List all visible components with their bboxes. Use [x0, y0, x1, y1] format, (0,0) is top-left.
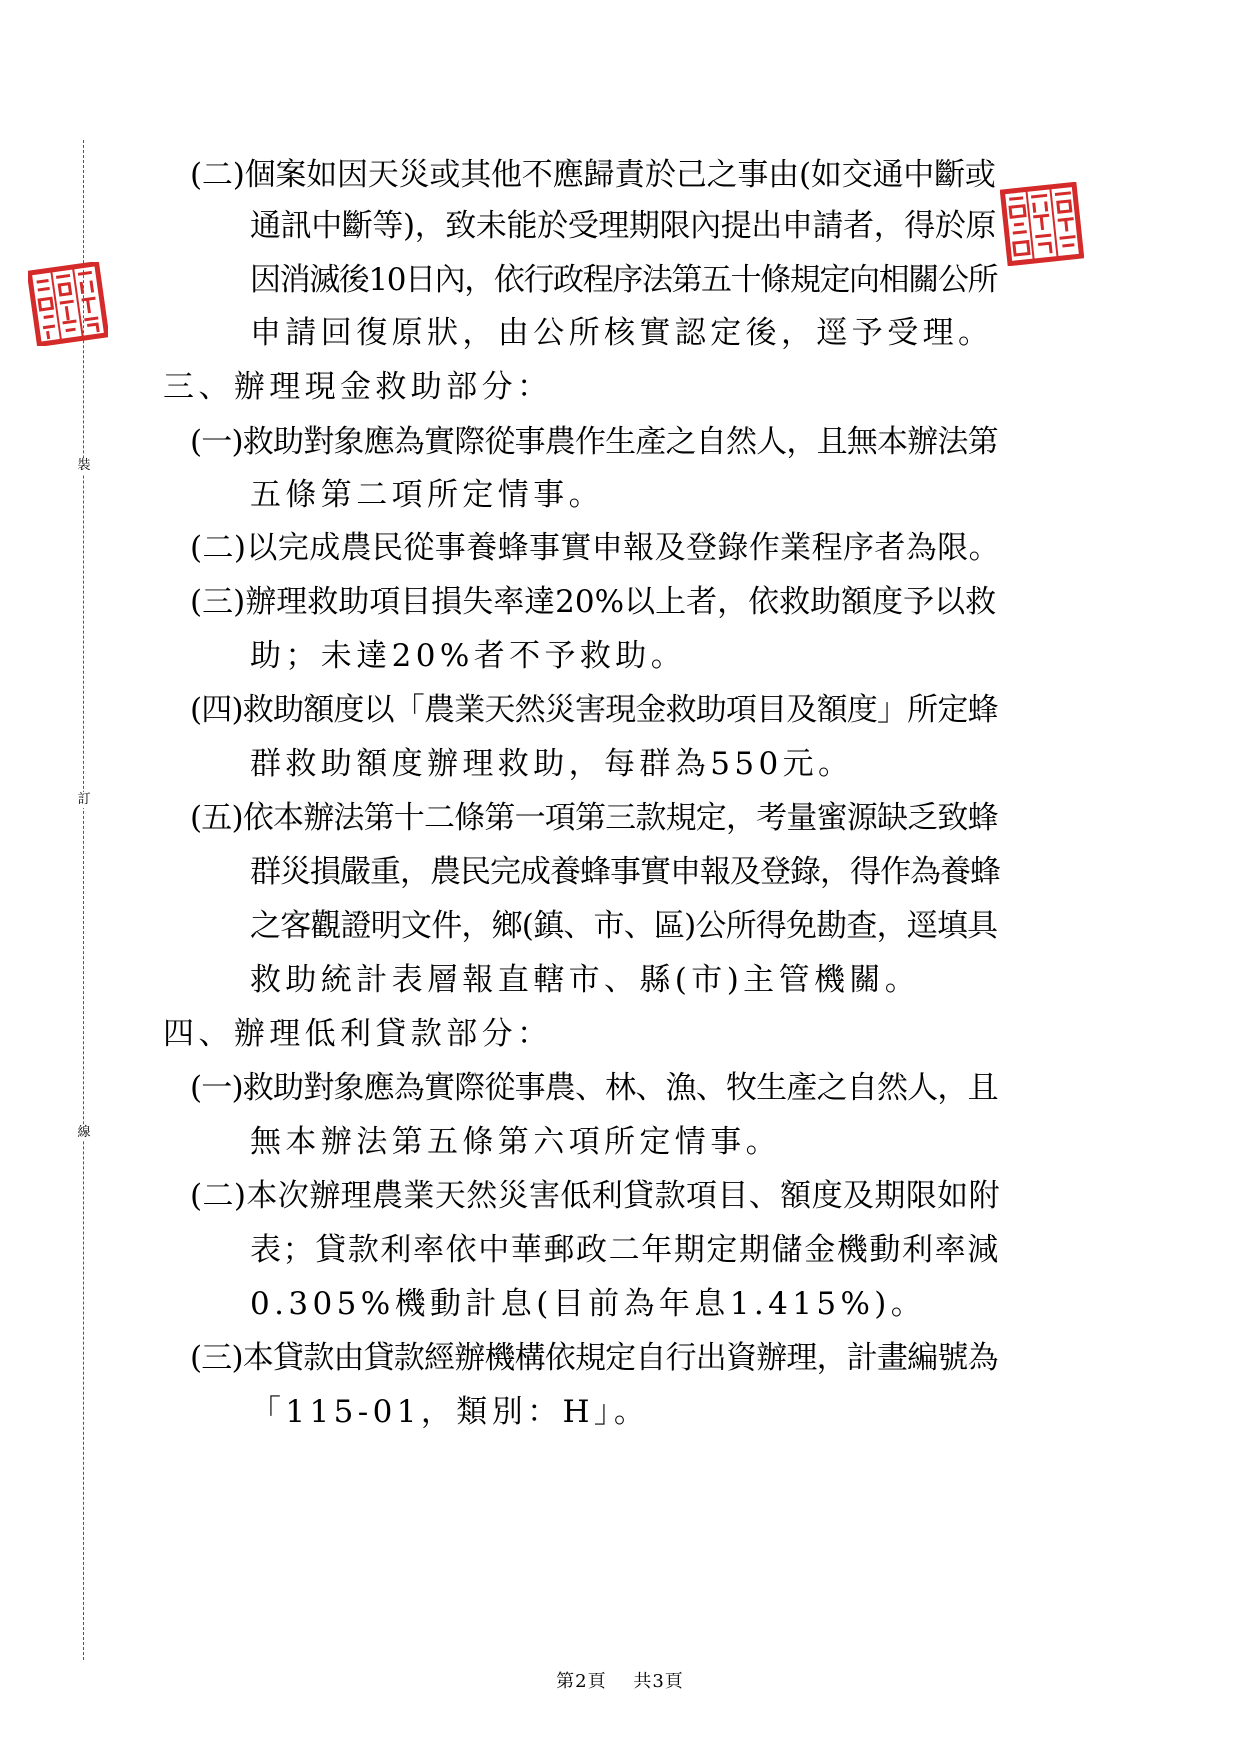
section-2-item-2-line-2: 通訊中斷等)，致未能於受理期限內提出申請者，得於原: [250, 208, 997, 244]
section-2-item-2-line-4: 申請回復原狀，由公所核實認定後，逕予受理。: [250, 315, 994, 351]
section-4-item-1-line-1: (一)救助對象應為實際從事農、林、漁、牧生產之自然人，且: [190, 1070, 998, 1106]
binding-label-zhuang: 裝: [77, 458, 91, 473]
binding-label-xian: 線: [77, 1125, 91, 1140]
section-3-item-3-line-1: (三)辦理救助項目損失率達20%以上者，依救助額度予以救: [190, 584, 997, 620]
section-4-item-2-line-3: 0.305%機動計息(目前為年息1.415%)。: [250, 1286, 927, 1322]
section-3-item-5-line-1: (五)依本辦法第十二條第一項第三款規定，考量蜜源缺乏致蜂: [190, 800, 998, 836]
section-4-item-3-line-2: 「115-01，類別：H」。: [250, 1394, 650, 1430]
section-4-item-1-line-2: 無本辦法第五條第六項所定情事。: [250, 1124, 781, 1160]
section-3-item-5-line-3: 之客觀證明文件，鄉(鎮、市、區)公所得免勘查，逕填具: [250, 908, 998, 944]
section-3-item-5-line-4: 救助統計表層報直轄市、縣(市)主管機關。: [250, 962, 921, 998]
section-3-heading: 三、辦理現金救助部分：: [163, 369, 553, 405]
section-4-heading: 四、辦理低利貸款部分：: [163, 1016, 553, 1052]
section-3-item-1-line-2: 五條第二項所定情事。: [250, 477, 604, 513]
binding-label-ding: 訂: [77, 792, 91, 807]
section-2-item-2-line-1: (二)個案如因天災或其他不應歸責於己之事由(如交通中斷或: [190, 157, 996, 193]
section-3-item-5-line-2: 群災損嚴重，農民完成養蜂事實申報及登錄，得作為養蜂: [250, 854, 1000, 890]
section-4-item-2-line-2: 表；貸款利率依中華郵政二年期定期儲金機動利率減: [250, 1232, 1000, 1268]
section-3-item-3-line-2: 助；未達20%者不予救助。: [250, 638, 687, 674]
seal-stamp-left: [28, 262, 108, 346]
section-3-item-1-line-1: (一)救助對象應為實際從事農作生產之自然人，且無本辦法第: [190, 424, 998, 460]
section-4-item-3-line-1: (三)本貸款由貸款經辦機構依規定自行出資辦理，計畫編號為: [190, 1340, 998, 1376]
section-3-item-2-line-1: (二)以完成農民從事養蜂事實申報及登錄作業程序者為限。: [190, 530, 1000, 566]
section-3-item-4-line-1: (四)救助額度以「農業天然災害現金救助項目及額度」所定蜂: [190, 692, 998, 728]
binding-dashed-line: [83, 140, 84, 1660]
section-3-item-4-line-2: 群救助額度辦理救助，每群為550元。: [250, 746, 854, 782]
section-4-item-2-line-1: (二)本次辦理農業天然災害低利貸款項目、額度及期限如附: [190, 1178, 1000, 1214]
page-number: 第2頁: [556, 1671, 607, 1692]
page-footer: [0, 1667, 1240, 1693]
section-2-item-2-line-3: 因消滅後10日內，依行政程序法第五十條規定向相關公所: [250, 262, 998, 298]
seal-stamp-right: [1000, 182, 1084, 266]
page-total: 共3頁: [633, 1671, 684, 1692]
